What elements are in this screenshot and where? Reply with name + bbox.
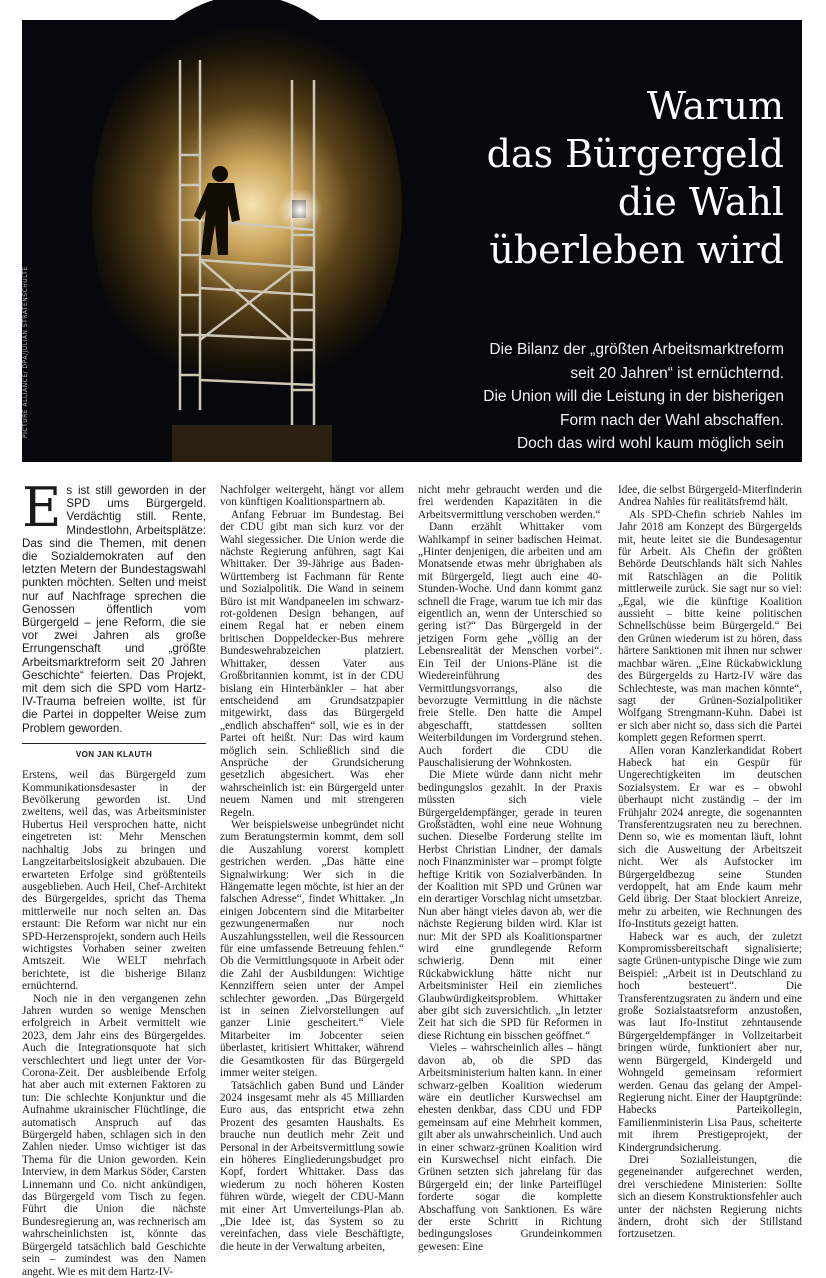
byline: VON JAN KLAUTH — [22, 743, 206, 761]
tunnel-light — [92, 0, 402, 425]
headline — [487, 82, 784, 274]
column-4 — [618, 484, 802, 1241]
subhead-line: Doch das wird wohl kaum möglich sein — [516, 435, 784, 452]
photo-credit: PICTURE ALLIANCE/ DPA/JULIAN STRATENSCHULTE — [22, 266, 29, 438]
paragraph: Wer beispielsweise unbegründet nicht zum Beratungstermin kommt, dem soll die Auszahlung vorerst komplett gestrichen werden. „Das hätte eine Signalwirkung: Wer sich in die Hängematte legen möchte, ist hier an der falschen Adresse“, findet Whittaker. „In einigen Jobcentern sind die Mitarbeiter gezwungenermaßen nur noch Auszahlungsstellen, weil die Ressourcen für eine umfassende Betreuung fehlen.“ Ob die Vermittlungsquote in Arbeit oder die Zahl der Ausbildungen: Wichtige Kennziffern seien unter der Ampel schlechter geworden. „Das Bürgergeld ist in seinen Zielvorstellungen auf ganzer Linie gescheitert.“ Viele Mitarbeiter im Jobcenter seien überlastet, kritisiert Whittaker, während die Gesamtkosten für das Bürgergeld immer weiter steigen. — [220, 818, 404, 1080]
paragraph: Nachfolger weitergeht, hängt vor allem von künftigen Koalitionspartnern ab. — [220, 484, 404, 509]
article-body — [22, 476, 802, 1278]
paragraph: Idee, die selbst Bürgergeld-Miterfinderin Andrea Nahles für realitätsfremd hält. — [618, 484, 802, 509]
paragraph: Anfang Februar im Bundestag. Bei der CDU gibt man sich kurz vor der Wahl siegessicher. Die Union werde die nächste Regierung anführen, sagt Kai Whittaker. Der 39-Jährige aus Baden-Württemberg ist Fachmann für Rente und Sozialpolitik. Die Wand in seinem Büro ist mit Wandpaneelen im schwarz-rot-goldenen Design behangen, auf einem Regal hat er neben einem britischen Doppeldecker-Bus mehrere Bundeswehrabzeichen platziert. Whittaker, dessen Vater aus Großbritannien kommt, ist in der CDU bislang ein Hinterbänkler – hat aber entscheidend am Grundsatzpapier mitgewirkt, dass das Bürgergeld „endlich abschaffen“ soll, wie es in der Partei oft heißt. Nur: Das wird kaum möglich sein. Schließlich sind die Ansprüche der Grundsicherung gesetzlich abgesichert. Was eher wahrscheinlich ist: ein Bürgergeld unter neuem Namen und mit strengeren Regeln. — [220, 508, 404, 819]
subhead-line: seit 20 Jahren“ ist ernüchternd. — [570, 364, 784, 382]
paragraph: Allen voran Kanzlerkandidat Robert Habeck hat ein Gespür für Ungerechtigkeiten im deutschen Sozialsystem. Er war es – obwohl überhaupt nicht zuständig – der im Frühjahr 2024 anregte, die sogenannten Transferentzugsraten neu zu berechnen. Denn so, wie es momentan läuft, lohnt sich die Ausweitung der Arbeitszeit nicht. Wer als Aufstocker im Bürgergeldbezug seine Stunden verdoppelt, hat am Ende kaum mehr Geld übrig. Der Staat blockiert Anreize, mehr zu arbeiten, wie Rechnungen des Ifo-Instituts gezeigt hatten. — [618, 744, 802, 931]
subhead-line: Die Union will die Leistung in der bisherigen — [483, 388, 784, 405]
subhead-line: Form nach der Wahl abschaffen. — [559, 411, 784, 429]
column-1 — [22, 476, 206, 1278]
headline-line: das Bürgergeld — [486, 132, 784, 176]
paragraph: Dann erzählt Whittaker vom Wahlkampf in seiner badischen Heimat. „Hinter denjenigen, die arbeiten und am Monatsende etwas mehr übrighaben als mit Bürgergeld, liegt auch eine 40-Stunden-Woche. Und dann kommt ganz schnell die Frage, warum tue ich mir das eigentlich an, wenn der Unterschied so gering ist?“ Das Bürgergeld in der jetzigen Form gehe „völlig an der Lebensrealität der Menschen vorbei“. Ein Teil der Unions-Pläne ist die Wiedereinführung des Vermittlungsvorrangs, also die bevorzugte Vermittlung in die nächste freie Stelle. Den hatte die Ampel abgeschafft, stattdessen sollten Weiterbildungen im Vordergrund stehen. Auch fordert die CDU die Pauschalisierung der Wohnkosten. — [418, 521, 602, 769]
paragraph: Drei Sozialleistungen, die gegeneinander aufgerechnet werden, drei verschiedene Ministerien: Sollte sich an diesem Konstruktionsfehler auch unter der nächsten Regierung nichts ändern, droht sich der Stillstand fortzusetzen. — [618, 1153, 802, 1241]
column-3 — [418, 484, 602, 1253]
headline-line: die Wahl — [617, 180, 784, 224]
paragraph: Die Miete würde dann nicht mehr bedingungslos gezahlt. In der Praxis müssten sich viele Bürgergeldempfänger, gerade in teuren Großstädten, wohl eine neue Wohnung suchen. Dieselbe Forderung stellte im Herbst Christian Lindner, der damals noch Finanzminister war – prompt folgte heftige Kritik von Sozialverbänden. In der Koalition mit SPD und Grünen war ein derartiger Vorschlag nicht umsetzbar. Nun aber hängt vieles davon ab, wer die nächste Regierung bilden wird. Klar ist nur: Mit der SPD als Koalitionspartner wird eine grundlegende Reform schwierig. Denn mit einer Rückabwicklung hätte nicht nur Arbeitsminister Heil ein ziemliches Glaubwürdigkeitsproblem. Whittaker aber gibt sich zuversichtlich. „In letzter Zeit hat sich die SPD für Reformen in diese Richtung ein bisschen geöffnet.“ — [418, 769, 602, 1042]
subheadline — [483, 338, 784, 456]
paragraph: Habeck war es auch, der zuletzt Kompromissbereitschaft signalisierte; sagte Grünen-untypische Dinge wie zum Beispiel: „Arbeit ist in Deutschland zu hoch besteuert“. Die Transferentzugsraten zu ändern und eine große Sozialstaatsreform anzustoßen, was laut Ifo-Institut zehntausende Bürgergeldempfänger in Vollzeitarbeit bringen würde, funktioniert aber nur, wenn Bürgergeld, Kindergeld und Wohngeld gemeinsam reformiert werden. Genau das gelang der Ampel-Regierung nicht. Einer der Hauptgründe: Habecks Parteikollegin, Familienministerin Lisa Paus, scheiterte mit ihrem Prestigeprojekt, der Kindergrundsicherung. — [618, 930, 802, 1154]
article-intro — [22, 476, 206, 735]
column-2 — [220, 484, 404, 1253]
drop-cap: E — [22, 476, 62, 539]
paragraph: Erstens, weil das Bürgergeld zum Kommunikationsdesaster in der Bevölkerung geworden ist. Und zweitens, weil das, was Arbeitsminister Hubertus Heil versprochen hatte, nicht eingetreten ist: Mehr Menschen nachhaltig Jobs zu bringen und Langzeitarbeitslosigkeit abzubauen. Die erwarteten Erfolge sind größtenteils ausgeblieben. Auch Heil, Chef-Architekt des Bürgergeldes, spricht das Thema mittlerweile nur noch selten an. Das erstaunt: Die Reform war nicht nur ein SPD-Herzensprojekt, sondern auch Heils wichtigstes Vorhaben seiner zweiten Amtszeit. Wie WELT mehrfach berichtete, ist die bisherige Bilanz ernüchternd. — [22, 769, 206, 993]
paragraph: nicht mehr gebraucht werden und die frei werdenden Kapazitäten in die Arbeitsvermittlung verschoben werden.“ — [418, 484, 602, 521]
headline-line: Warum — [646, 84, 784, 128]
paragraph: Vieles – wahrscheinlich alles – hängt davon ab, ob die SPD das Arbeitsministerium halten kann. In einer schwarz-gelben Koalition wiederum wäre ein deutlicher Kurswechsel am ehesten denkbar, dass CDU und FDP gemeinsam auf eine Mehrheit kommen, gilt aber als unwahrscheinlich. Und auch in einer schwarz-grünen Koalition wird ein Kurswechsel nicht einfach. Die Grünen setzten sich jahrelang für das Bürgergeld ein; der linke Parteiflügel forderte sogar die komplette Abschaffung von Sanktionen. Es wäre der erste Schritt in Richtung bedingungsloses Grundeinkommen gewesen: Eine — [418, 1042, 602, 1253]
headline-line: überleben wird — [489, 228, 784, 272]
paragraph: Als SPD-Chefin schrieb Nahles im Jahr 2018 am Konzept des Bürgergelds mit, heute leitet sie die Bundesagentur für Arbeit. Als Chefin der größten Behörde Deutschlands hält sich Nahles mit Ratschlägen an die Politik mittlerweile zurück. Sie sagt nur so viel: „Egal, wie die künftige Koalition aussieht – bitte keine politischen Schnellschüsse beim Bürgergeld.“ Bei den Grünen wiederum ist zu hören, dass härtere Sanktionen mit ihnen nur schwer machbar wären. „Eine Rückabwicklung des Bürgergelds zu Hartz-IV wäre das Schlechteste, was man machen könnte“, sagt der Grünen-Sozialpolitiker Wolfgang Strengmann-Kuhn. Dabei ist er sich aber nicht so, dass sich die Partei komplett gegen Reformen sperrt. — [618, 508, 802, 745]
subhead-line: Die Bilanz der „größten Arbeitsmarktreform — [489, 341, 784, 358]
hero-photo — [22, 20, 802, 462]
paragraph: Noch nie in den vergangenen zehn Jahren wurden so wenige Menschen erfolgreich in Arbeit vermittelt wie 2023, dem Jahr eins des Bürgergeldes. Auch die Integrationsquote hat sich verschlechtert und liegt unter der Vor-Corona-Zeit. Der ausbleibende Erfolg hat aber auch mit externen Faktoren zu tun: Die schlechte Konjunktur und die Aufnahme ukrainischer Flüchtlinge, die automatisch Anspruch auf das Bürgergeld haben, schlagen sich in den Zahlen nieder. Umso wichtiger ist das Thema für die Union geworden. Kein Interview, in dem Markus Söder, Carsten Linnemann und Co. nicht ankündigen, das Bürgergeld vom Tisch zu fegen. Führt die Union die nächste Bundesregierung an, was rechnerisch am wahrscheinlichsten ist, könnte das Bürgergeld tatsächlich bald Geschichte sein – zumindest was den Namen angeht. Wie es mit dem Hartz-IV- — [22, 992, 206, 1278]
intro-text: s ist still geworden in der SPD ums Bürgergeld. Verdächtig still. Rente, Mindestlohn, Arbeitsplätze: Das sind die Themen, mit denen die Sozialdemokraten auf den letzten Metern der Bundestagswahl punkten möchten. Selten und meist nur auf Nachfrage sprechen die Genossen öffentlich vom Bürgergeld – jene Reform, die sie vor zwei Jahren als große Errungenschaft und „größte Arbeitsmarktreform seit 20 Jahren Geschichte“ feierten. Das Projekt, mit dem sich die SPD vom Hartz-IV-Trauma befreien wollte, ist für die Partei in doppelter Weise zum Problem geworden. — [22, 484, 206, 735]
paragraph: Tatsächlich gaben Bund und Länder 2024 insgesamt mehr als 45 Milliarden Euro aus, das entspricht etwa zehn Prozent des gesamten Haushalts. Es brauche nun deutlich mehr Zeit und Personal in der Arbeitsvermittlung sowie ein höheres Eingliederungsbudget pro Kopf, fordert Whittaker. Dass das wiederum zu noch höheren Kosten führen würde, wiegelt der CDU-Mann mit einer Art Umverteilungs-Plan ab. „Die Idee ist, das System so zu vereinfachen, dass viele Beschäftigte, die heute in der Verwaltung arbeiten, — [220, 1079, 404, 1253]
